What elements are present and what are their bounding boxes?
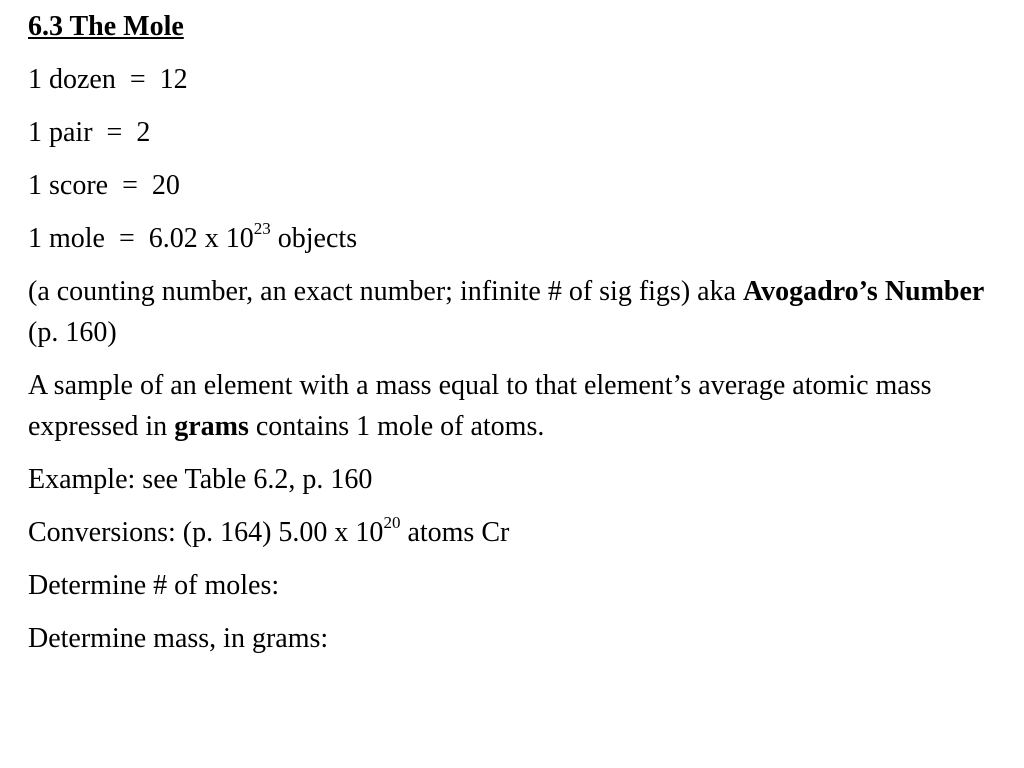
example-line: Example: see Table 6.2, p. 160	[28, 464, 373, 495]
mole-exponent: 23	[253, 218, 271, 238]
determine-mass-line: Determine mass, in grams:	[28, 623, 329, 654]
conversions-suffix: atoms Cr	[400, 517, 510, 548]
sample-text-1: A sample of an element with a mass equal to that element’s average atomic mass expressed in	[28, 370, 939, 442]
definition-dozen: 1 dozen = 12	[28, 64, 188, 95]
definition-pair: 1 pair = 2	[28, 117, 151, 148]
sample-paragraph	[28, 365, 998, 447]
conversions-exponent: 20	[383, 512, 401, 532]
determine-moles-line: Determine # of moles:	[28, 570, 280, 601]
slide-title: 6.3 The Mole	[28, 11, 184, 42]
conversions-line	[28, 512, 1024, 553]
avogadro-bold: Avogadro’s Number	[743, 276, 985, 307]
avogadro-text-1: (a counting number, an exact number; infinite # of sig figs) aka	[28, 276, 743, 307]
sample-bold: grams	[174, 411, 249, 442]
sample-text-2: contains 1 mole of atoms.	[248, 411, 545, 442]
mole-prefix: 1 mole = 6.02 x 10	[28, 223, 254, 254]
definition-mole	[28, 218, 1024, 259]
avogadro-text-2: (p. 160)	[28, 276, 992, 348]
mole-suffix: objects	[270, 223, 358, 254]
conversions-prefix: Conversions: (p. 164) 5.00 x 10	[28, 517, 384, 548]
definition-score: 1 score = 20	[28, 170, 180, 201]
avogadro-paragraph	[28, 271, 998, 353]
